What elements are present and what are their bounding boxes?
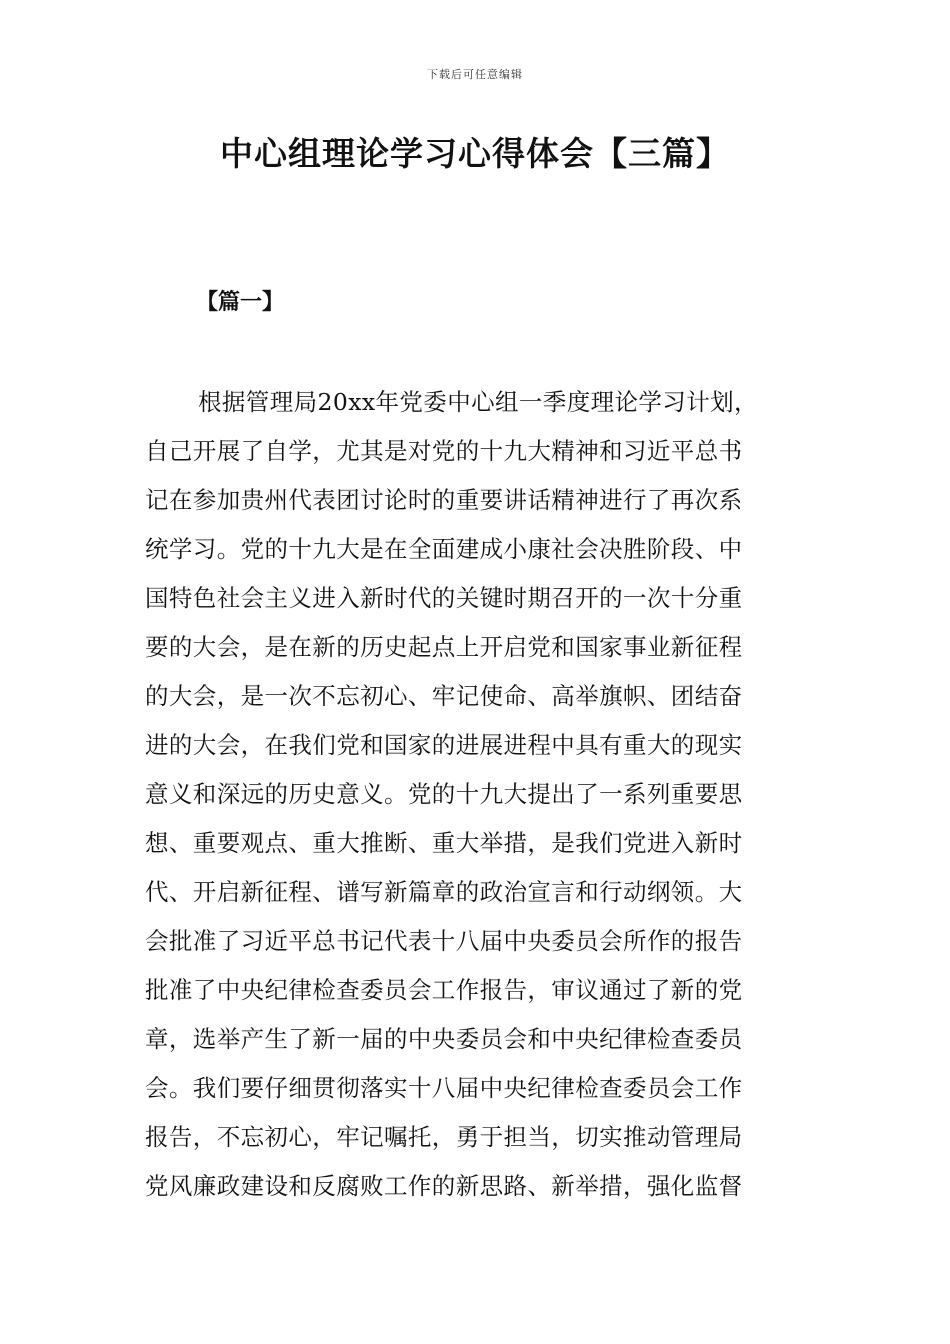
text-line: 会。我们要仔细贯彻落实十八届中央纪律检查委员会工作	[145, 1074, 743, 1102]
text-line: 代、开启新征程、谱写新篇章的政治宣言和行动纲领。大	[145, 878, 743, 906]
header-note: 下载后可任意编辑	[427, 68, 523, 81]
text-line: 国特色社会主义进入新时代的关键时期召开的一次十分重	[145, 584, 743, 612]
text-line: 要的大会，是在新的历史起点上开启党和国家事业新征程	[145, 633, 743, 661]
text-line: 意义和深远的历史意义。党的十九大提出了一系列重要思	[145, 780, 743, 808]
text-line: 批准了中央纪律检查委员会工作报告，审议通过了新的党	[145, 976, 743, 1004]
text-line: 记在参加贵州代表团讨论时的重要讲话精神进行了再次系	[145, 486, 743, 514]
text-line: 的大会，是一次不忘初心、牢记使命、高举旗帜、团结奋	[145, 682, 743, 710]
document-title: 中心组理论学习心得体会【三篇】	[220, 134, 730, 173]
body-paragraph	[145, 378, 815, 1211]
section-heading: 【篇一】	[196, 290, 285, 315]
text-line: 章，选举产生了新一届的中央委员会和中央纪律检查委员	[145, 1025, 743, 1053]
text-line: 报告，不忘初心，牢记嘱托，勇于担当，切实推动管理局	[145, 1123, 743, 1151]
text-line: 统学习。党的十九大是在全面建成小康社会决胜阶段、中	[145, 535, 743, 563]
text-line: 根据管理局20xx年党委中心组一季度理论学习计划，	[198, 388, 758, 416]
text-line: 自己开展了自学，尤其是对党的十九大精神和习近平总书	[145, 437, 743, 465]
text-line: 进的大会，在我们党和国家的进展进程中具有重大的现实	[145, 731, 743, 759]
text-line: 党风廉政建设和反腐败工作的新思路、新举措，强化监督	[145, 1172, 743, 1200]
text-line: 想、重要观点、重大推断、重大举措，是我们党进入新时	[145, 829, 743, 857]
text-line: 会批准了习近平总书记代表十八届中央委员会所作的报告	[145, 927, 743, 955]
